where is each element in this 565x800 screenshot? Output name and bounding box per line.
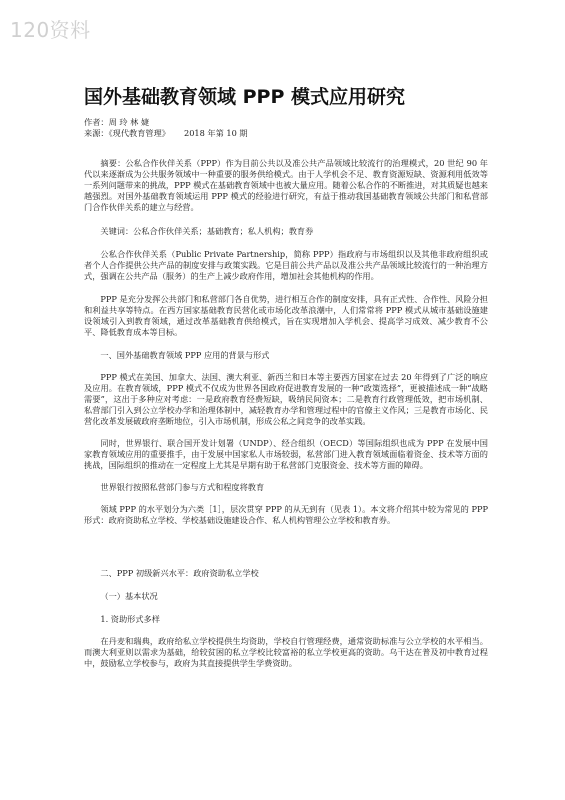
source-label: 来源： bbox=[84, 128, 109, 138]
paragraph: 在丹麦和瑞典，政府给私立学校提供生均资助，学校自行管理经费，通常资助标准与公立学校的水平相当。而澳大利亚则以需求为基础，给较贫困的私立学校比较富裕的私立学校更高的资助。乌干达在普及初中教育过程中，鼓励私立学校参与，政府为其直接提供学生学费资助。 bbox=[84, 636, 488, 668]
abstract: 摘要：公私合作伙伴关系（PPP）作为目前公共以及准公共产品领域比较流行的治理模式，20 世纪 90 年代以来逐渐成为公共服务领域中一种重要的服务供给模式。由于人学机会不足、教育资源短缺、资源利用低效等一系列问题带来的挑战，PPP 模式在基础教育领域中也被大量应用。随着公私合作的不断推进，对其质疑也越来越强烈。对国外基础教育领域运用 PPP 模式的经验进行研究，有益于推动我国基础教育领域公共部门和私营部门合作伙伴关系的建立与经营。 bbox=[84, 158, 488, 212]
authors-line bbox=[84, 117, 488, 128]
paragraph: PPP 是充分发挥公共部门和私营部门各自优势，进行相互合作的制度安排，具有正式性、合作性、风险分担和利益共享等特点。在西方国家基础教育民营化或市场化改革浪潮中，人们常常将 PPP 模式从城市基础设施建设领域引入到教育领域，通过改革基础教育供给模式，旨在实现增加入学机会、提高学习成效、减少教育不公平、降低教育成本等目标。 bbox=[84, 294, 488, 337]
authors: 周 玲 林 婕 bbox=[108, 117, 150, 127]
article-title: 国外基础教育领域 PPP 模式应用研究 bbox=[84, 86, 406, 108]
paragraph: 同时，世界银行、联合国开发计划署（UNDP）、经合组织（OECD）等国际组织也成为 PPP 在发展中国家教育领域应用的重要推手，由于发展中国家私人市场较弱，私营部门进入教育领域面临着资金、技术等方面的挑战，国际组织的推动在一定程度上尤其是早期有助于私营部门克服资金、技术等方面的障碍。 bbox=[84, 438, 488, 470]
source-journal: 《现代教育管理》 bbox=[108, 128, 170, 138]
keywords: 关键词：公私合作伙伴关系；基础教育；私人机构；教育券 bbox=[100, 226, 314, 236]
paragraph: PPP 模式在美国、加拿大、法国、澳大利亚、新西兰和日本等主要西方国家在过去 20 年得到了广泛的响应及应用。在教育领域，PPP 模式不仅成为世界各国政府促进教育发展的一种“政策选择”，更被描述成一种“战略需要”，这出于多种应对考虑：一是政府教育经费短缺，吸纳民间资本；二是教育行政管理低效，把市场机制、私营部门引入到公立学校办学和治理体制中，减轻教育办学和管理过程中的官僚主义作风；三是教育市场化、民营化改革发展破政府垄断地位，引入市场机制，形成公私之间竞争的改革实践。 bbox=[84, 372, 488, 426]
paragraph: 公私合作伙伴关系（Public Private Partnership，简称 PPP）指政府与市场组织以及其他非政府组织或者个人合作提供公共产品的制度安排与政策实践。它是目前公共产品以及准公共产品领域比较流行的一种治理方式，强调在公共产品（服务）的生产上减少政府作用，增加社会其他机构的作用。 bbox=[84, 249, 488, 281]
subsection-heading: （一）基本状况 bbox=[100, 591, 158, 601]
source-line bbox=[84, 128, 488, 139]
authors-label: 作者： bbox=[84, 117, 109, 127]
paragraph: 世界银行按照私营部门参与方式和程度将教育 bbox=[100, 482, 265, 492]
paragraph: 领域 PPP 的水平划分为六类［1］，层次贯穿 PPP 的从无到有（见表 1）。本文将介绍其中较为常见的 PPP 形式：政府资助私立学校、学校基础设施建设合作、私人机构管理公立学校和教育券。 bbox=[84, 504, 488, 525]
item-heading: 1. 资助形式多样 bbox=[100, 614, 160, 624]
watermark: 120资料 bbox=[10, 18, 91, 42]
section-heading: 一、国外基础教育领域 PPP 应用的背景与形式 bbox=[100, 350, 270, 360]
section-heading: 二、PPP 初级新兴水平：政府资助私立学校 bbox=[100, 568, 259, 578]
source-issue: 2018 年第 10 期 bbox=[183, 128, 248, 138]
article-page bbox=[84, 84, 488, 669]
